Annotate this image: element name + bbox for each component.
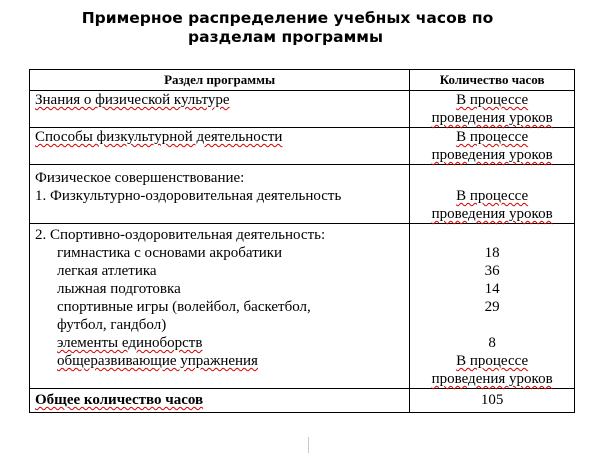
table-total-row [30, 389, 575, 413]
sub-item-hours: 36 [484, 263, 500, 279]
sub-item-label: спортивные игры (волейбол, баскетбол, [57, 299, 311, 315]
page-title-line-1: Примерное распределение учебных часов по [81, 9, 494, 27]
total-hours: 105 [480, 392, 504, 408]
header-hours: Количество часов [410, 70, 575, 91]
hours-line-2: проведения уроков [431, 110, 553, 126]
hours-line-1: В процессе [456, 92, 529, 108]
sub-item-label-cont: футбол, гандбол) [57, 317, 167, 333]
sub-item-hours: 14 [484, 281, 500, 297]
row-section-cell [30, 224, 410, 389]
section-label: Способы физкультурной деятельности [35, 129, 283, 145]
hours-line-1: В процессе [456, 188, 529, 204]
hours-line-2: проведения уроков [431, 206, 553, 222]
sub-item-label: гимнастика с основами акробатики [57, 245, 283, 261]
section-label-line-1: Физическое совершенствование: [35, 170, 245, 186]
sub-item-label: лыжная подготовка [57, 281, 181, 297]
row-hours-cell [410, 91, 575, 128]
sub-item-hours: 8 [488, 335, 496, 351]
page-title-line-2: разделам программы [188, 28, 383, 46]
hours-line-2: проведения уроков [431, 147, 553, 163]
hours-distribution-table [29, 69, 575, 413]
row-hours-cell [410, 165, 575, 224]
table-header-row [30, 70, 575, 91]
hours-line-2: проведения уроков [431, 371, 553, 387]
text-cursor-mark [308, 437, 309, 453]
section-label-line-2: 1. Физкультурно-оздоровительная деятельность [35, 188, 342, 204]
table-row [30, 165, 575, 224]
sub-item-label: легкая атлетика [57, 263, 157, 279]
row-section-cell [30, 91, 410, 128]
section-heading: 2. Спортивно-оздоровительная деятельность: [35, 227, 326, 243]
total-hours-cell [410, 389, 575, 413]
row-section-cell [30, 128, 410, 165]
row-section-cell [30, 165, 410, 224]
sub-item-label: элементы единоборств [57, 335, 203, 351]
hours-line-1: В процессе [456, 129, 529, 145]
sub-item-label: общеразвивающие упражнения [57, 353, 258, 369]
sub-item-hours: 18 [484, 245, 500, 261]
total-label-cell [30, 389, 410, 413]
row-hours-cell [410, 128, 575, 165]
sub-item-hours: 29 [484, 299, 500, 315]
table-row [30, 224, 575, 389]
row-hours-cell [410, 224, 575, 389]
total-label: Общее количество часов [35, 392, 204, 408]
table-row [30, 91, 575, 128]
header-section: Раздел программы [30, 70, 410, 91]
hours-line-1: В процессе [456, 353, 529, 369]
section-label: Знания о физической культуре [35, 92, 230, 108]
table-row [30, 128, 575, 165]
